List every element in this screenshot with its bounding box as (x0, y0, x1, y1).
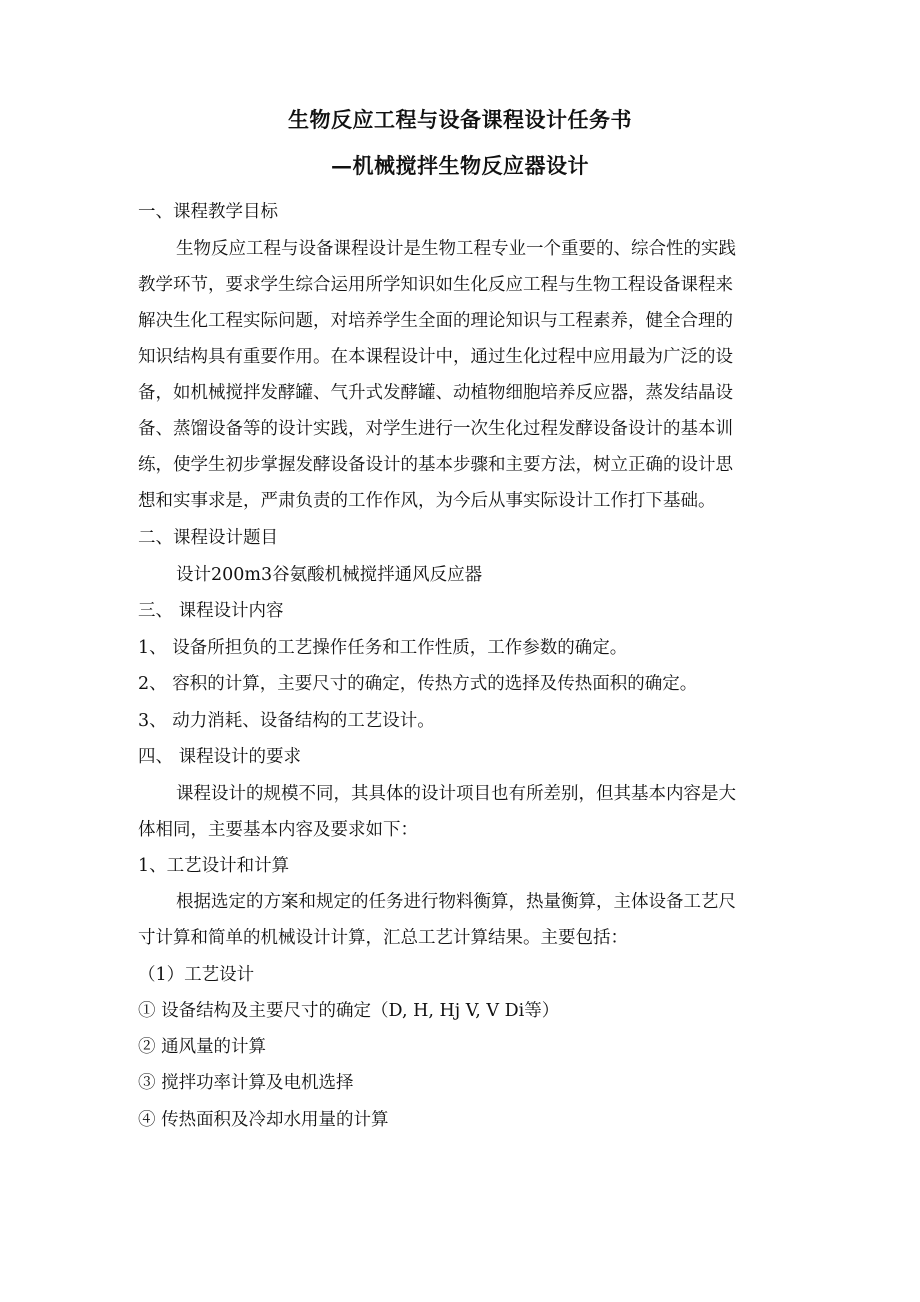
paragraph-line: 备，如机械搅拌发酵罐、气升式发酵罐、动植物细胞培养反应器，蒸发结晶设 (138, 383, 733, 403)
section-heading-requirements: 四、 课程设计的要求 (138, 747, 302, 767)
paragraph-line: 教学环节，要求学生综合运用所学知识如生化反应工程与生物工程设备课程来 (138, 275, 733, 295)
list-item: ② 通风量的计算 (138, 1037, 267, 1057)
paragraph-line: 体相同，主要基本内容及要求如下： (138, 820, 418, 840)
document-title: 生物反应工程与设备课程设计任务书 (288, 107, 632, 132)
paragraph-line: 想和实事求是，严肃负责的工作作风，为今后从事实际设计工作打下基础。 (138, 491, 716, 511)
design-topic: 设计200m3谷氨酸机械搅拌通风反应器 (176, 565, 483, 585)
paragraph-line: 根据选定的方案和规定的任务进行物料衡算，热量衡算，主体设备工艺尺 (176, 892, 736, 912)
content-item: 3、 动力消耗、设备结构的工艺设计。 (138, 711, 435, 731)
document-subtitle: —机械搅拌生物反应器设计 (331, 153, 589, 178)
list-item: ④ 传热面积及冷却水用量的计算 (138, 1110, 389, 1130)
paragraph-line: 解决生化工程实际问题，对培养学生全面的理论知识与工程素养，健全合理的 (138, 311, 733, 331)
paragraph-line: 寸计算和简单的机械设计计算，汇总工艺计算结果。主要包括： (138, 928, 628, 948)
paragraph-line: 生物反应工程与设备课程设计是生物工程专业一个重要的、综合性的实践 (176, 239, 736, 259)
paragraph-line: 备、蒸馏设备等的设计实践，对学生进行一次生化过程发酵设备设计的基本训 (138, 419, 733, 439)
content-item: 1、 设备所担负的工艺操作任务和工作性质，工作参数的确定。 (138, 638, 628, 658)
subheading-process-design: 1、工艺设计和计算 (138, 856, 290, 876)
list-item: ① 设备结构及主要尺寸的确定（D, H, Hj V, V Di等） (138, 1001, 560, 1021)
section-heading-topic: 二、课程设计题目 (138, 528, 278, 548)
paragraph-line: 课程设计的规模不同，其具体的设计项目也有所差别，但其基本内容是大 (176, 784, 736, 804)
section-heading-content: 三、 课程设计内容 (138, 601, 284, 621)
sub-subheading: （1）工艺设计 (138, 965, 255, 985)
content-item: 2、 容积的计算，主要尺寸的确定，传热方式的选择及传热面积的确定。 (138, 674, 698, 694)
paragraph-line: 练，使学生初步掌握发酵设备设计的基本步骤和主要方法，树立正确的设计思 (138, 455, 733, 475)
paragraph-line: 知识结构具有重要作用。在本课程设计中，通过生化过程中应用最为广泛的设 (138, 347, 733, 367)
section-heading-objectives: 一、课程教学目标 (138, 202, 278, 222)
list-item: ③ 搅拌功率计算及电机选择 (138, 1073, 354, 1093)
